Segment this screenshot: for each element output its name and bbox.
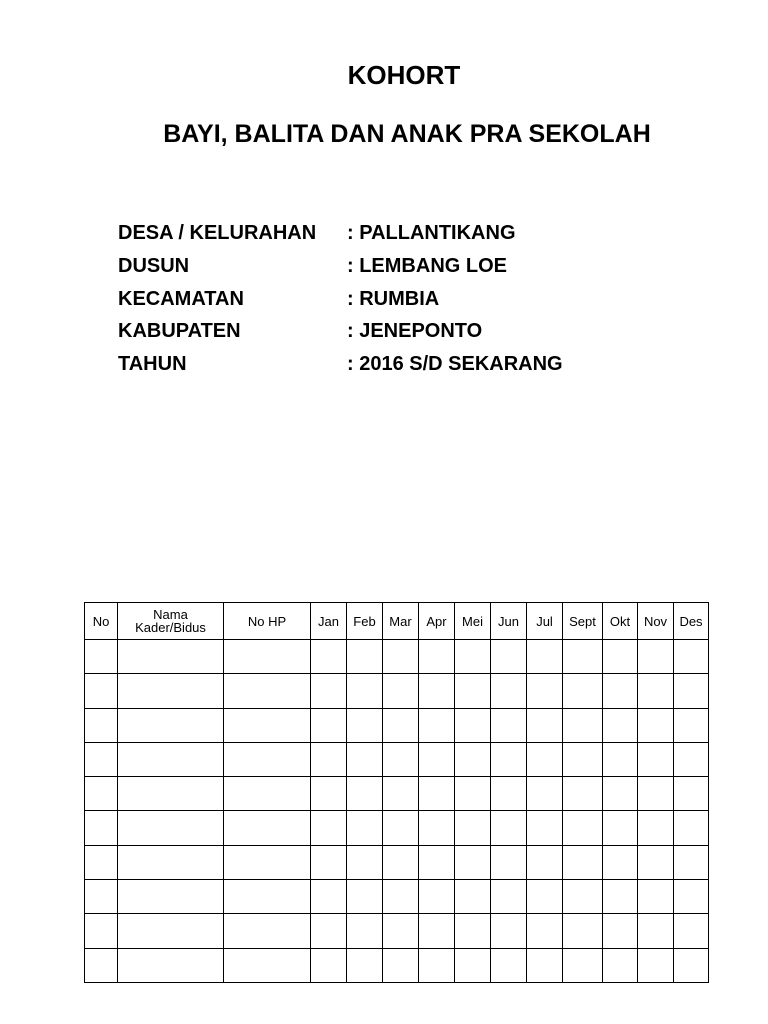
table-cell[interactable]: [603, 845, 638, 879]
table-cell[interactable]: [455, 880, 491, 914]
table-cell[interactable]: [638, 880, 674, 914]
table-cell[interactable]: [527, 914, 563, 948]
table-cell[interactable]: [527, 674, 563, 708]
table-cell[interactable]: [383, 674, 419, 708]
table-row: [85, 640, 709, 674]
table-cell[interactable]: [674, 948, 709, 982]
header-jul: Jul: [527, 603, 563, 640]
table-cell[interactable]: [347, 777, 383, 811]
table-cell[interactable]: [455, 948, 491, 982]
table-cell[interactable]: [674, 777, 709, 811]
table-cell[interactable]: [455, 742, 491, 776]
info-value: : LEMBANG LOE: [347, 254, 507, 277]
table-cell[interactable]: [527, 880, 563, 914]
table-cell[interactable]: [347, 948, 383, 982]
table-cell[interactable]: [491, 948, 527, 982]
info-label: TAHUN: [118, 353, 187, 376]
table-cell[interactable]: [527, 845, 563, 879]
table-cell[interactable]: [383, 640, 419, 674]
document-title: KOHORT: [347, 60, 461, 90]
table-cell[interactable]: [563, 880, 603, 914]
table-cell[interactable]: [638, 777, 674, 811]
table-cell[interactable]: [383, 948, 419, 982]
table-cell[interactable]: [224, 777, 311, 811]
table-cell[interactable]: [638, 674, 674, 708]
table-row: [85, 811, 709, 845]
table-cell[interactable]: [455, 708, 491, 742]
table-cell[interactable]: [603, 742, 638, 776]
table-cell[interactable]: [224, 845, 311, 879]
table-cell[interactable]: [563, 640, 603, 674]
table-cell[interactable]: [311, 845, 347, 879]
table-cell[interactable]: [563, 811, 603, 845]
table-row: [85, 845, 709, 879]
table-cell[interactable]: [347, 845, 383, 879]
table-cell[interactable]: [674, 880, 709, 914]
header-apr: Apr: [419, 603, 455, 640]
table-cell[interactable]: [674, 914, 709, 948]
document-subtitle: BAYI, BALITA DAN ANAK PRA SEKOLAH: [163, 120, 651, 148]
table-cell[interactable]: [527, 742, 563, 776]
table-cell[interactable]: [118, 914, 224, 948]
table-cell[interactable]: [85, 674, 118, 708]
table-cell[interactable]: [419, 914, 455, 948]
table-cell[interactable]: [383, 777, 419, 811]
header-no: No: [85, 603, 118, 640]
table-cell[interactable]: [419, 777, 455, 811]
table-cell[interactable]: [603, 880, 638, 914]
table-cell[interactable]: [118, 674, 224, 708]
info-label: KABUPATEN: [118, 320, 241, 343]
table-cell[interactable]: [311, 674, 347, 708]
table-cell[interactable]: [603, 914, 638, 948]
table-cell[interactable]: [347, 742, 383, 776]
table-cell[interactable]: [85, 914, 118, 948]
table-cell[interactable]: [383, 811, 419, 845]
table-cell[interactable]: [118, 880, 224, 914]
table-cell[interactable]: [674, 640, 709, 674]
table-cell[interactable]: [383, 742, 419, 776]
table-cell[interactable]: [347, 811, 383, 845]
table-cell[interactable]: [674, 674, 709, 708]
table-cell[interactable]: [419, 845, 455, 879]
table-cell[interactable]: [419, 880, 455, 914]
table-cell[interactable]: [603, 777, 638, 811]
table-cell[interactable]: [674, 708, 709, 742]
table-cell[interactable]: [118, 948, 224, 982]
header-jan: Jan: [311, 603, 347, 640]
table-cell[interactable]: [638, 640, 674, 674]
table-cell[interactable]: [85, 742, 118, 776]
table-cell[interactable]: [383, 914, 419, 948]
table-cell[interactable]: [491, 914, 527, 948]
table-cell[interactable]: [563, 845, 603, 879]
table-cell[interactable]: [85, 880, 118, 914]
table-cell[interactable]: [85, 845, 118, 879]
table-row: [85, 914, 709, 948]
table-cell[interactable]: [527, 640, 563, 674]
table-cell[interactable]: [674, 811, 709, 845]
info-row-dusun: [118, 250, 563, 283]
header-sept: Sept: [563, 603, 603, 640]
table-cell[interactable]: [455, 777, 491, 811]
table-cell[interactable]: [85, 777, 118, 811]
table-cell[interactable]: [347, 674, 383, 708]
table-cell[interactable]: [311, 777, 347, 811]
table-cell[interactable]: [527, 777, 563, 811]
table-body: [85, 640, 709, 983]
table-cell[interactable]: [638, 914, 674, 948]
info-block: [118, 217, 563, 381]
info-label: DUSUN: [118, 254, 190, 277]
table-row: [85, 880, 709, 914]
table-cell[interactable]: [118, 708, 224, 742]
table-cell[interactable]: [455, 914, 491, 948]
table-cell[interactable]: [638, 948, 674, 982]
table-row: [85, 948, 709, 982]
header-nama-kader: Nama Kader/Bidus: [118, 603, 224, 640]
table-cell[interactable]: [563, 777, 603, 811]
table-cell[interactable]: [347, 708, 383, 742]
table-cell[interactable]: [455, 674, 491, 708]
table-cell[interactable]: [311, 948, 347, 982]
table-cell[interactable]: [311, 880, 347, 914]
table-cell[interactable]: [638, 708, 674, 742]
table-cell[interactable]: [311, 811, 347, 845]
table-row: [85, 742, 709, 776]
table-cell[interactable]: [419, 640, 455, 674]
table-cell[interactable]: [383, 880, 419, 914]
table-cell[interactable]: [118, 777, 224, 811]
table-cell[interactable]: [419, 674, 455, 708]
table-cell[interactable]: [224, 811, 311, 845]
table-cell[interactable]: [603, 708, 638, 742]
table-cell[interactable]: [224, 948, 311, 982]
table-cell[interactable]: [491, 811, 527, 845]
table-cell[interactable]: [85, 640, 118, 674]
table-cell[interactable]: [491, 640, 527, 674]
table-cell[interactable]: [224, 880, 311, 914]
table-cell[interactable]: [563, 742, 603, 776]
table-cell[interactable]: [455, 811, 491, 845]
table-cell[interactable]: [491, 742, 527, 776]
table-cell[interactable]: [118, 845, 224, 879]
info-row-desa: [118, 217, 563, 250]
table-cell[interactable]: [674, 845, 709, 879]
table-cell[interactable]: [224, 914, 311, 948]
info-value: : RUMBIA: [347, 287, 440, 310]
table-cell[interactable]: [527, 948, 563, 982]
table-row: [85, 674, 709, 708]
table-cell[interactable]: [603, 811, 638, 845]
table-cell[interactable]: [491, 674, 527, 708]
table-cell[interactable]: [603, 674, 638, 708]
info-label: KECAMATAN: [118, 287, 244, 310]
table-cell[interactable]: [638, 742, 674, 776]
table-cell[interactable]: [347, 640, 383, 674]
table-cell[interactable]: [347, 880, 383, 914]
table-cell[interactable]: [311, 708, 347, 742]
table-row: [85, 777, 709, 811]
table-cell[interactable]: [563, 914, 603, 948]
table-cell[interactable]: [527, 708, 563, 742]
table-cell[interactable]: [638, 811, 674, 845]
table-cell[interactable]: [311, 914, 347, 948]
table-cell[interactable]: [419, 742, 455, 776]
table-cell[interactable]: [455, 640, 491, 674]
info-row-tahun: [118, 348, 563, 381]
table-cell[interactable]: [419, 948, 455, 982]
table-cell[interactable]: [383, 845, 419, 879]
table-cell[interactable]: [118, 742, 224, 776]
table-cell[interactable]: [85, 948, 118, 982]
header-mei: Mei: [455, 603, 491, 640]
table-cell[interactable]: [563, 674, 603, 708]
table-cell[interactable]: [674, 742, 709, 776]
table-cell[interactable]: [419, 708, 455, 742]
info-value: : PALLANTIKANG: [347, 222, 516, 244]
header-okt: Okt: [603, 603, 638, 640]
info-label: DESA / KELURAHAN: [118, 222, 317, 244]
table-cell[interactable]: [311, 640, 347, 674]
table-cell[interactable]: [311, 742, 347, 776]
table-cell[interactable]: [527, 811, 563, 845]
table-cell[interactable]: [563, 708, 603, 742]
info-row-kabupaten: [118, 315, 563, 348]
table-cell[interactable]: [85, 708, 118, 742]
table-cell[interactable]: [118, 811, 224, 845]
table-row: [85, 708, 709, 742]
info-row-kecamatan: [118, 283, 563, 316]
table-cell[interactable]: [224, 674, 311, 708]
table-cell[interactable]: [224, 708, 311, 742]
header-des: Des: [674, 603, 709, 640]
table-header-row: [85, 603, 709, 640]
info-value: : JENEPONTO: [347, 320, 483, 343]
table-cell[interactable]: [603, 640, 638, 674]
table-cell[interactable]: [455, 845, 491, 879]
header-mar: Mar: [383, 603, 419, 640]
header-no-hp: No HP: [224, 603, 311, 640]
table-cell[interactable]: [347, 914, 383, 948]
header-jun: Jun: [491, 603, 527, 640]
header-feb: Feb: [347, 603, 383, 640]
table-cell[interactable]: [603, 948, 638, 982]
kohort-table: [84, 602, 709, 983]
table-cell[interactable]: [491, 777, 527, 811]
table-cell[interactable]: [491, 845, 527, 879]
info-value: : 2016 S/D SEKARANG: [347, 353, 563, 376]
table-cell[interactable]: [491, 880, 527, 914]
table-cell[interactable]: [419, 811, 455, 845]
table-cell[interactable]: [383, 708, 419, 742]
table-cell[interactable]: [118, 640, 224, 674]
table-cell[interactable]: [638, 845, 674, 879]
header-nov: Nov: [638, 603, 674, 640]
table-cell[interactable]: [563, 948, 603, 982]
table-cell[interactable]: [491, 708, 527, 742]
table-cell[interactable]: [85, 811, 118, 845]
table-cell[interactable]: [224, 742, 311, 776]
table-cell[interactable]: [224, 640, 311, 674]
